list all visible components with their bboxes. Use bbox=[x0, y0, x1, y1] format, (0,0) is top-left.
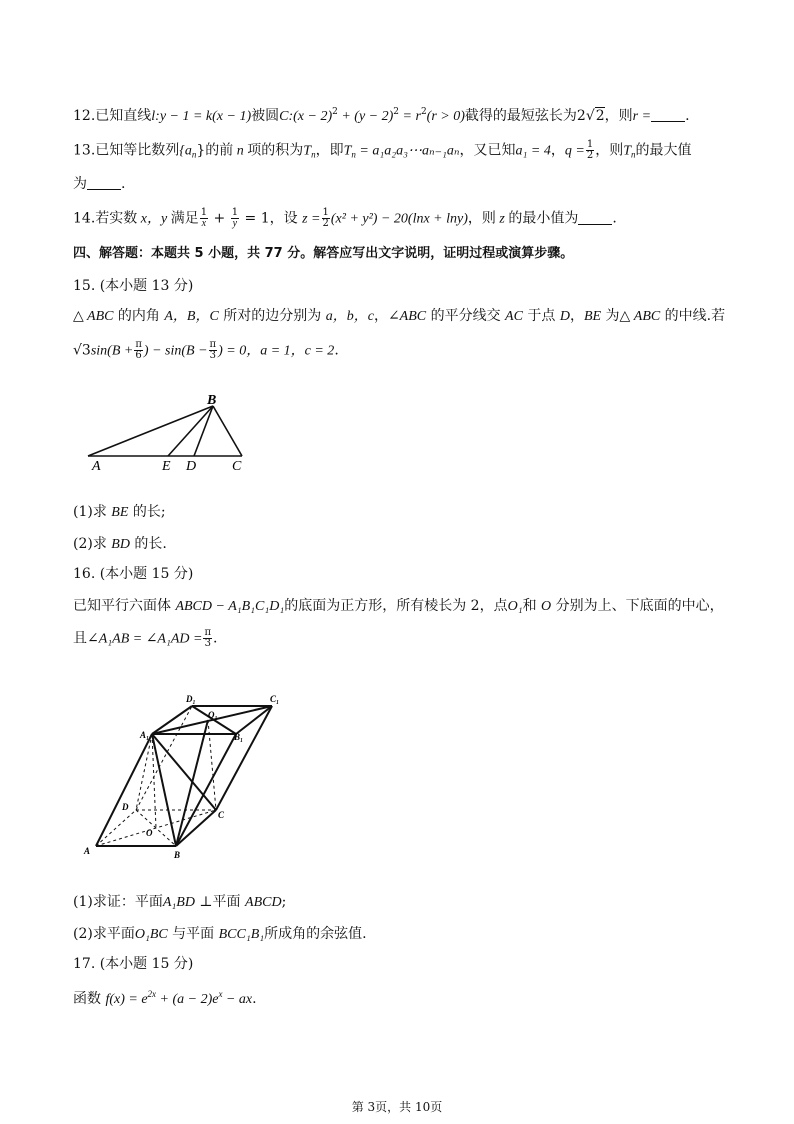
answer-blank[interactable] bbox=[578, 210, 612, 225]
label-C: C bbox=[232, 459, 242, 474]
question-13-line2: 为 . bbox=[73, 176, 126, 192]
question-15-part2: (2)求 BD 的长. bbox=[73, 536, 167, 552]
label-A1: A₁ bbox=[140, 730, 150, 740]
fraction: $\frac{1}{y}$ bbox=[231, 207, 239, 229]
question-15-line2: √3sin(B + $\frac{\pi}{6}$ ) − sin(B − $\frac{\pi}{3}$ ) = 0，a = 1，c = 2. bbox=[73, 339, 339, 361]
label-C1: C₁ bbox=[270, 694, 280, 704]
fraction: $\frac{1}{x}$ bbox=[200, 207, 208, 229]
fraction: $\frac{1}{2}$ bbox=[586, 139, 594, 161]
parallelepiped-figure bbox=[80, 688, 290, 868]
question-12: 12.已知直线l:y − 1 = k(x − 1)被圆C:(x − $2)^2 + (y - 2)^2 = r^2(r > 0)$截得的最短弦长为2√2，则r = . bbox=[73, 107, 690, 124]
triangle-figure bbox=[80, 390, 280, 478]
label-A: A bbox=[92, 459, 101, 474]
label-D: D bbox=[122, 802, 129, 812]
question-16-line1: 已知平行六面体 ABCD − A₁B₁C₁D₁的底面为正方形，所有棱长为 2，点O₁和 O 分别为上、下底面的中心， bbox=[73, 598, 724, 614]
label-O: O bbox=[146, 828, 153, 838]
label-A: A bbox=[84, 846, 91, 856]
answer-blank[interactable] bbox=[651, 107, 685, 122]
question-16-part1: (1)求证：平面A₁BD ⊥平面 ABCD; bbox=[73, 894, 287, 910]
section-heading: 四、解答题：本题共 5 小题，共 77 分。解答应写出文字说明，证明过程或演算步骤。 bbox=[73, 246, 574, 261]
label-D: D bbox=[186, 459, 197, 474]
question-15-part1: (1)求 BE 的长; bbox=[73, 504, 166, 520]
label-B1: B₁ bbox=[234, 732, 244, 742]
label-B: B bbox=[174, 850, 181, 860]
page-number: 第 3页，共 10页 bbox=[351, 1100, 443, 1114]
question-16-line2: 且∠A₁AB = ∠A₁AD = $\frac{\pi}{3}$ . bbox=[73, 627, 218, 649]
fraction: $\frac{1}{2}$ bbox=[322, 207, 329, 229]
question-13: 13.已知等比数列$\{a_n\}$的前 n 项的积为$T_n$，即$T_n$ = a₁a₂a₃⋯aₙ₋₁aₙ，又已知a₁ = 4，q = $\frac{1}{2}$ ，则$T_n$的最大值 bbox=[73, 139, 692, 161]
label-D1: D₁ bbox=[186, 694, 196, 704]
question-15-header: 15. (本小题 13 分) bbox=[73, 278, 194, 294]
label-E: E bbox=[162, 459, 171, 474]
question-16-header: 16. (本小题 15 分) bbox=[73, 566, 194, 582]
question-17-line1: 函数 $f(x) = e^{2x} + (a - 2)e^x$ − ax. bbox=[73, 989, 257, 1007]
label-O1: O₁ bbox=[208, 710, 218, 720]
label-B: B bbox=[207, 393, 217, 408]
question-17-header: 17. (本小题 15 分) bbox=[73, 956, 194, 972]
question-14: 14.若实数 x，y 满足 $\frac{1}{x}$ + $\frac{1}{y}$ = 1，设 z = $\frac{1}{2}$ (x² + y²) − 20(lnx + lny)，则 z 的最小值为 . bbox=[73, 207, 617, 229]
question-15-line1: △ ABC 的内角 A，B，C 所对的边分别为 a，b，c，∠ABC 的平分线交 AC 于点 D，BE 为△ ABC 的中线.若 bbox=[73, 308, 726, 324]
question-16-part2: (2)求平面O₁BC 与平面 BCC₁B₁所成角的余弦值. bbox=[73, 926, 367, 942]
answer-blank[interactable] bbox=[87, 175, 121, 190]
label-C: C bbox=[218, 810, 225, 820]
